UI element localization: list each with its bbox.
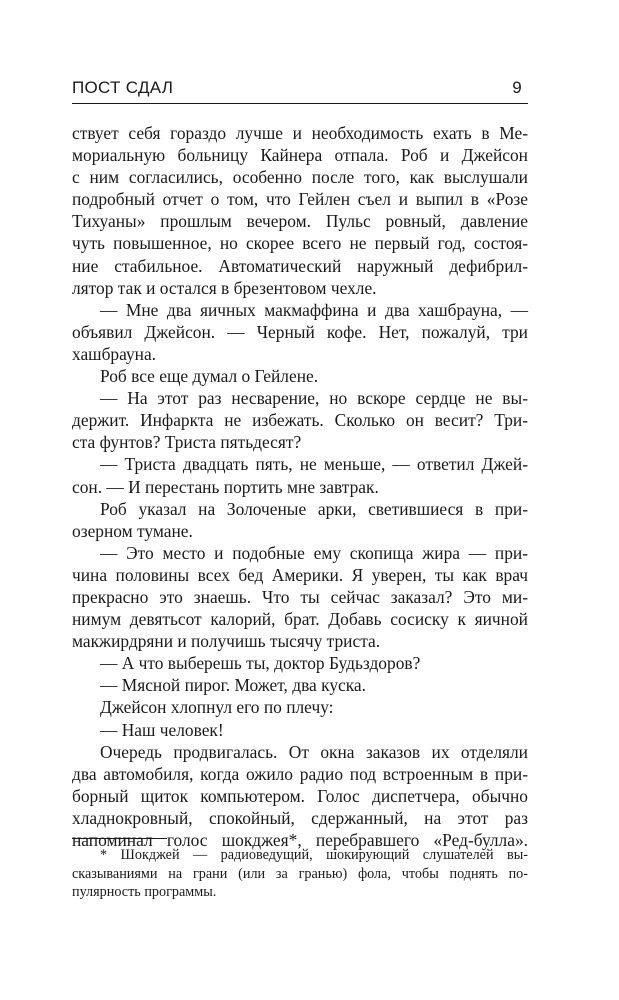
footnote-line: сказываниями на грани (или за гранью) фола, чтобы поднять по- xyxy=(72,865,528,882)
text-line: — Это место и подобные ему скопища жира — при- xyxy=(100,542,528,563)
text-line: сон. — И перестань портить мне завтрак. xyxy=(72,476,379,497)
text-line: — А что выберешь ты, доктор Будьздоров? xyxy=(100,653,421,674)
text-line: Тихуаны» прошлым вечером. Пульс ровный, давление xyxy=(72,211,528,232)
page-header xyxy=(72,78,528,104)
text-line: напоминал голос шокджея*, перебравшего «Ред-булла». xyxy=(72,830,528,850)
text-line: — Мне два яичных макмаффина и два хашбрауна, — xyxy=(100,299,528,320)
text-line: ствует себя гораздо лучше и необходимость ехать в Ме- xyxy=(72,123,528,143)
text-line: — Мясной пирог. Может, два куска. xyxy=(100,675,366,696)
text-line: хладнокровный, спокойный, сдержанный, на этот раз xyxy=(72,807,528,828)
text-line: с ним согласились, особенно после того, как выслушали xyxy=(72,167,528,188)
text-line: озерном тумане. xyxy=(72,520,193,541)
text-line: Роб указал на Золоченые арки, светившиеся в при- xyxy=(100,498,528,519)
footnote-line: * Шокджей — радиоведущий, шокирующий слушателей вы- xyxy=(100,847,528,863)
text-line: объявил Джейсон. — Черный кофе. Нет, пожалуй, три xyxy=(72,321,528,342)
header-rule xyxy=(72,103,528,104)
text-line: — Наш человек! xyxy=(100,719,224,740)
text-line: два автомобиля, когда ожило радио под встроенным в при- xyxy=(72,763,528,784)
text-line: ние стабильное. Автоматический наружный дефибрил- xyxy=(72,255,528,276)
footnote-rule xyxy=(72,838,167,839)
text-line: — На этот раз несварение, но вскоре сердце не вы- xyxy=(100,388,528,409)
text-line: Очередь продвигалась. От окна заказов их отделяли xyxy=(100,741,528,762)
footnote xyxy=(72,846,528,902)
text-line: Джейсон хлопнул его по плечу: xyxy=(100,697,334,718)
text-line: подробный отчет о том, что Гейлен съел и выпил в «Розе xyxy=(72,189,528,210)
text-line: — Триста двадцать пять, не меньше, — ответил Джей- xyxy=(100,454,528,475)
text-line: нимум девятьсот калорий, брат. Добавь сосиску к яичной xyxy=(72,609,528,630)
text-line: хашбрауна. xyxy=(72,343,157,364)
text-line: чуть повышенное, но скорее всего не первый год, состоя- xyxy=(72,233,528,254)
body-text xyxy=(72,122,528,851)
footnote-line: пулярность программы. xyxy=(72,884,217,900)
text-line: держит. Инфаркта не избежать. Сколько он весит? Три- xyxy=(72,410,528,431)
text-line: прекрасно это знаешь. Что ты сейчас заказал? Это ми- xyxy=(72,586,528,607)
text-line: лятор так и остался в брезентовом чехле. xyxy=(72,277,377,298)
text-line: чина половины всех бед Америки. Я уверен, ты как врач xyxy=(72,564,528,585)
running-title: ПОСТ СДАЛ xyxy=(72,78,174,97)
text-line: макжирдряни и получишь тысячу триста. xyxy=(72,631,381,652)
text-line: Роб все еще думал о Гейлене. xyxy=(100,366,319,387)
page-number: 9 xyxy=(512,78,522,97)
text-line: борный щиток компьютером. Голос диспетчера, обычно xyxy=(72,785,528,806)
text-line: ста фунтов? Триста пятьдесят? xyxy=(72,432,302,453)
text-line: мориальную больницу Кайнера отпала. Роб и Джейсон xyxy=(72,145,528,166)
